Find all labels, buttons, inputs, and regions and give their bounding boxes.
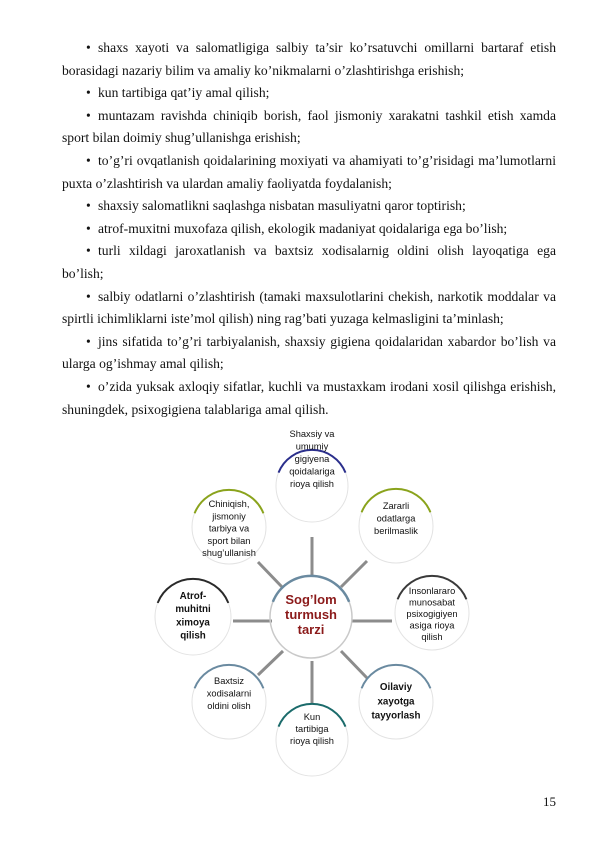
center-label: turmush bbox=[285, 607, 337, 622]
node-label: rioya qilish bbox=[290, 736, 334, 746]
bullet-mark: • bbox=[86, 378, 91, 394]
bullet-mark: • bbox=[86, 152, 91, 168]
bullet-text: shaxs xayoti va salomatligiga salbiy ta’sir ko’rsatuvchi omillarni bartaraf etish borasidagi nazariy bilim va amaliy ko’nikmalarni o’zlashtirishga erishish; bbox=[62, 40, 556, 78]
page-number: 15 bbox=[543, 794, 556, 809]
bullet-mark: • bbox=[86, 40, 91, 55]
node-environment bbox=[155, 579, 231, 655]
node-label: Atrof- bbox=[179, 591, 207, 602]
node-label: Shaxsiy va bbox=[289, 429, 335, 439]
bullet-text: muntazam ravishda chiniqib borish, faol jismoniy xarakatni tashkil etish xamda sport bilan doimiy shug’ullanishga erishish; bbox=[62, 107, 556, 146]
node-label: berilmaslik bbox=[374, 526, 418, 536]
bullet-mark: • bbox=[86, 333, 91, 349]
node-label: rioya qilish bbox=[290, 479, 334, 489]
node-label: gigiyena bbox=[294, 454, 330, 464]
node-accidents bbox=[192, 665, 266, 739]
node-label: qilish bbox=[421, 632, 443, 642]
node-label: sport bilan bbox=[207, 535, 251, 546]
connector-line bbox=[258, 562, 283, 588]
node-label: tarbiya va bbox=[208, 523, 250, 534]
node-label: Chiniqish, bbox=[208, 499, 250, 509]
bullet-text: atrof-muxitni muxofaza qilish, ekologik madaniyat qoidalariga ega bo’lish; bbox=[98, 220, 508, 236]
bullet-text: to’g’ri ovqatlanish qoidalarining moxiyati va ahamiyati to’g’risidagi ma’lumotlarni puxta o’zlashtirish va ulardan amaliy faoliyatda foydalanish; bbox=[62, 152, 556, 191]
node-label: Oilaviy bbox=[379, 682, 413, 693]
node-label: Baxtsiz bbox=[214, 676, 244, 686]
bullet-text: jins sifatida to’g’ri tarbiyalanish, shaxsiy gigiena qoidalaridan xabardor bo’lish va ularga og’ishmay amal qilish; bbox=[62, 333, 556, 372]
node-label: muhitni bbox=[175, 604, 211, 616]
bullet-mark: • bbox=[86, 107, 91, 123]
connector-line bbox=[341, 651, 368, 679]
bullet-text: turli xildagi jaroxatlanish va baxtsiz xodisalarnig oldini olish layoqatiga ega bo’lish; bbox=[62, 243, 556, 281]
node-label: ximoya bbox=[176, 617, 210, 629]
node-label: Zararli bbox=[382, 501, 410, 511]
center-label: Sog’lom bbox=[285, 592, 337, 607]
diagram-group bbox=[155, 429, 469, 776]
node-label: qilish bbox=[180, 630, 206, 642]
node-daily-routine bbox=[276, 704, 348, 776]
node-family-life bbox=[359, 665, 433, 739]
node-hardening-sport bbox=[192, 490, 266, 564]
connector-line bbox=[341, 561, 367, 587]
bullet-text: kun tartibiga qat’iy amal qilish; bbox=[98, 85, 270, 101]
node-label: Insonlararo bbox=[408, 586, 456, 596]
bullet-mark: • bbox=[86, 198, 91, 214]
bullet-text: salbiy odatlarni o’zlashtirish (tamaki maxsulotlarini chekish, narkotik moddalar va spirtli ichimliklarni iste’mol qilish) ning rag’bati yuzaga kelmasligini ta’minlash; bbox=[62, 288, 556, 327]
node-interpersonal bbox=[395, 576, 469, 650]
node-bad-habits bbox=[359, 489, 433, 563]
connector-line bbox=[258, 651, 283, 675]
node-label: xayotga bbox=[377, 696, 415, 708]
node-label: psixogigiyen bbox=[406, 609, 458, 619]
node-label: qoidalariga bbox=[289, 466, 335, 477]
node-personal-hygiene bbox=[276, 429, 348, 522]
node-label: munosabat bbox=[409, 597, 455, 608]
node-label: shug’ullanish bbox=[202, 548, 256, 559]
bullet-mark: • bbox=[86, 220, 91, 236]
bullet-text: shaxsiy salomatlikni saqlashga nisbatan masuliyatni qaror toptirish; bbox=[98, 198, 466, 214]
center-label: tarzi bbox=[297, 622, 325, 637]
bullet-text: o’zida yuksak axloqiy sifatlar, kuchli va mustaxkam irodani xosil qilishga erishish, shuningdek, psixogigiena talablariga amal qilish. bbox=[62, 378, 556, 417]
node-label: asiga rioya bbox=[409, 620, 455, 631]
bullet-mark: • bbox=[86, 243, 91, 259]
bullet-mark: • bbox=[86, 288, 91, 304]
node-label: odatlarga bbox=[376, 513, 416, 524]
node-label: Kun bbox=[303, 712, 321, 722]
node-label: oldini olish bbox=[207, 701, 251, 711]
node-label: umumiy bbox=[295, 441, 329, 452]
bullet-mark: • bbox=[86, 85, 91, 101]
node-label: jismoniy bbox=[212, 511, 246, 522]
node-label: tartibiga bbox=[295, 724, 329, 734]
node-label: tayyorlash bbox=[371, 710, 421, 722]
node-label: xodisalarni bbox=[206, 688, 252, 699]
